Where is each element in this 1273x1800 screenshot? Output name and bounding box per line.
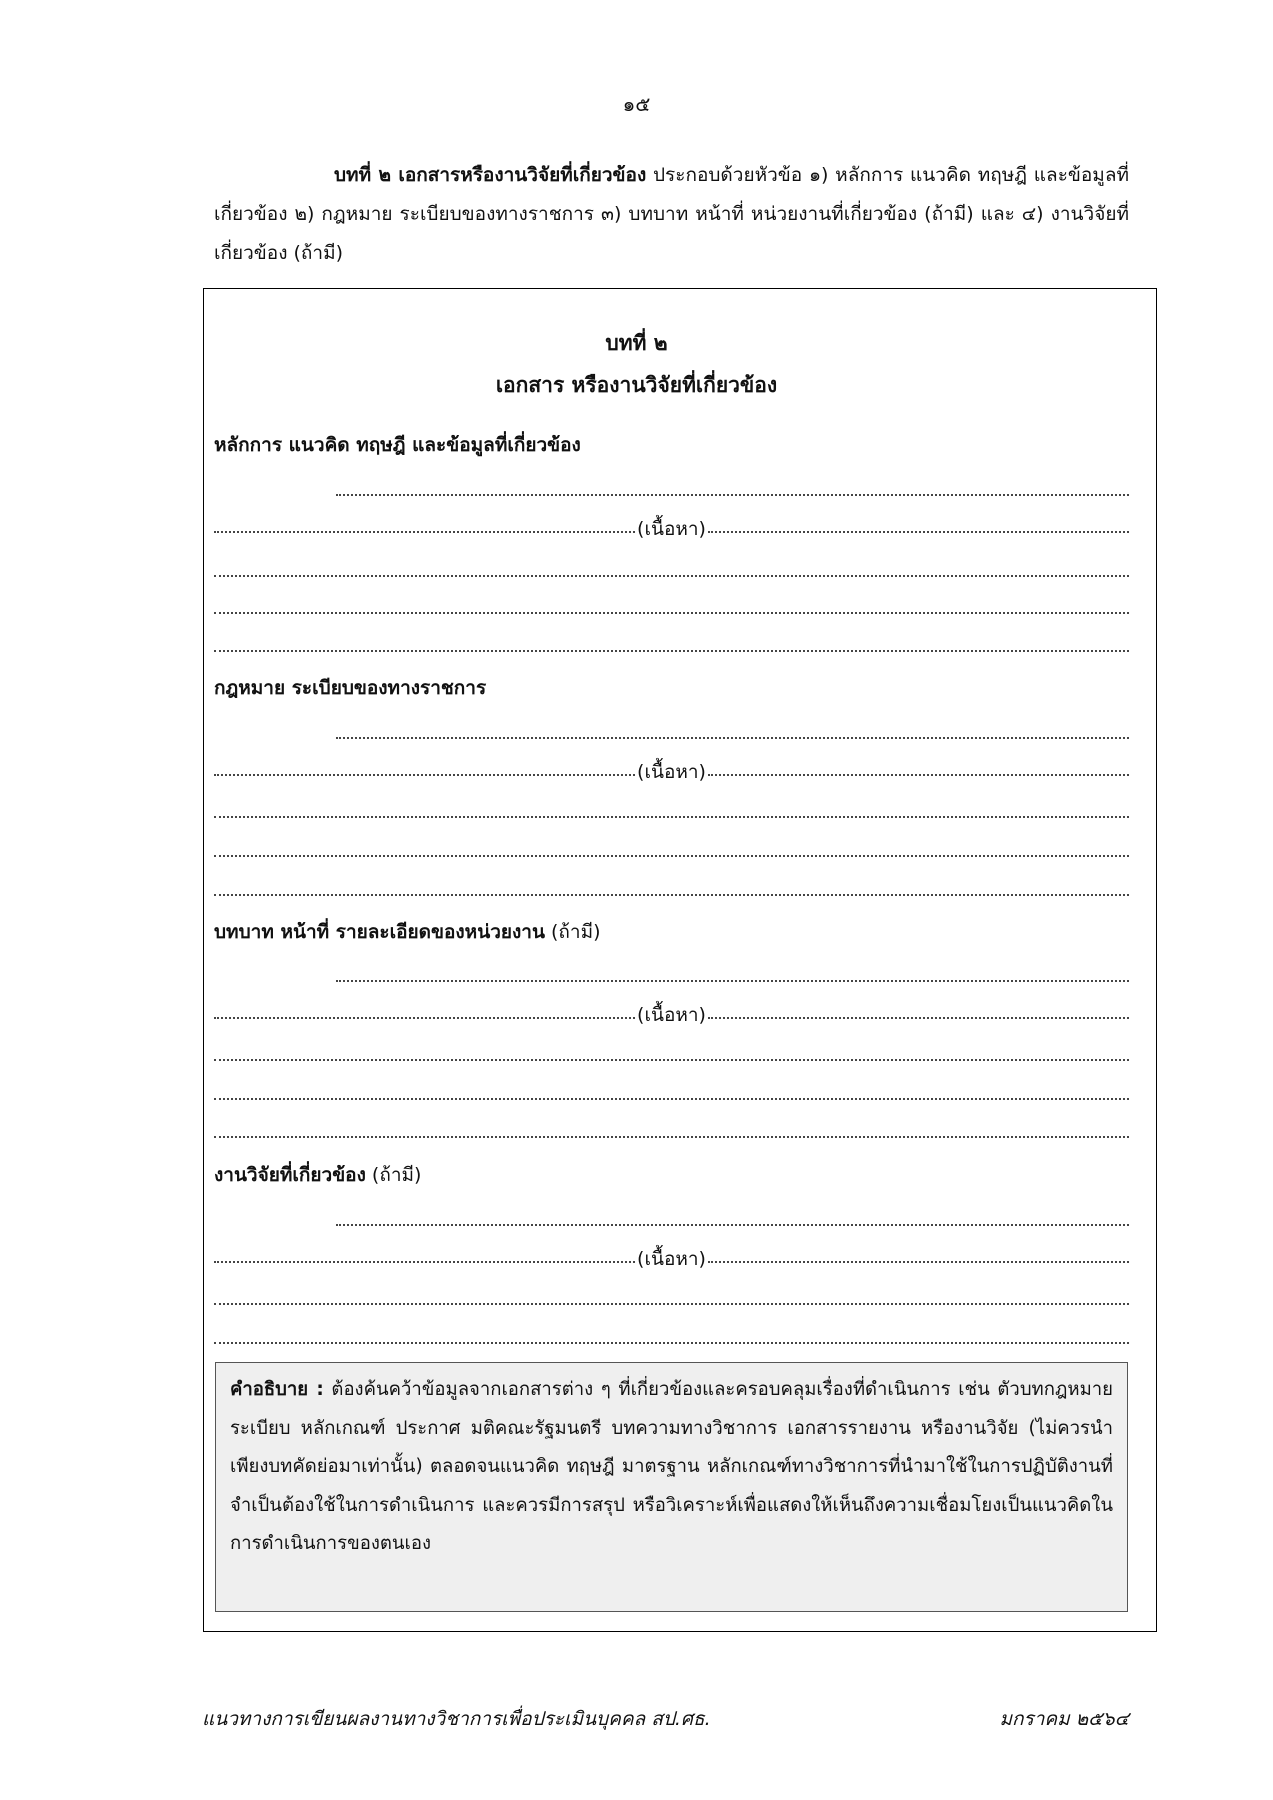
content-placeholder: (เนื้อหา) bbox=[637, 1004, 706, 1026]
dotted-line bbox=[214, 1074, 1129, 1100]
content-placeholder: (เนื้อหา) bbox=[637, 761, 706, 783]
instruction-label: คำอธิบาย : bbox=[230, 1379, 324, 1400]
intro-bold: บทที่ ๒ เอกสารหรืองานวิจัยที่เกี่ยวข้อง bbox=[334, 164, 647, 186]
footer-title: แนวทางการเขียนผลงานทางวิชาการเพื่อประเมินบุคคล สป.ศธ. bbox=[202, 1708, 711, 1730]
dotted-fill bbox=[708, 530, 1129, 533]
section-heading bbox=[214, 673, 486, 703]
section-heading bbox=[214, 1160, 421, 1190]
section-heading bbox=[214, 430, 581, 460]
section-heading-text: งานวิจัยที่เกี่ยวข้อง bbox=[214, 1164, 366, 1186]
content-placeholder: (เนื้อหา) bbox=[637, 518, 706, 540]
intro-text: ประกอบด้วยหัวข้อ ๑) หลักการ แนวคิด ทฤษฎี และข้อมูลที่เกี่ยวข้อง ๒) กฎหมาย ระเบียบของทางราชการ ๓) บทบาท หน้าที่ หน่วยงานที่เกี่ยวข้อง (ถ้ามี) และ ๔) งานวิจัยที่เกี่ยวข้อง (ถ้ามี) bbox=[214, 164, 1129, 264]
instruction-box bbox=[215, 1362, 1128, 1612]
dotted-line bbox=[214, 551, 1129, 577]
dotted-fill bbox=[214, 1016, 635, 1019]
dotted-line bbox=[214, 1279, 1129, 1305]
dotted-line bbox=[336, 956, 1129, 982]
dotted-line bbox=[214, 588, 1129, 614]
dotted-line bbox=[336, 470, 1129, 496]
page-number: ๑๕ bbox=[622, 92, 651, 116]
dotted-fill bbox=[708, 1016, 1129, 1019]
dotted-line bbox=[214, 1112, 1129, 1138]
instruction-text: ต้องค้นคว้าข้อมูลจากเอกสารต่าง ๆ ที่เกี่ยวข้องและครอบคลุมเรื่องที่ดำเนินการ เช่น ตัวบทกฎหมาย ระเบียบ หลักเกณฑ์ ประกาศ มติคณะรัฐมนตรี บทความทางวิชาการ เอกสารรายงาน หรืองานวิจัย (ไม่ควรนำเพียงบทคัดย่อมาเท่านั้น) ตลอดจนแนวคิด ทฤษฎี มาตรฐาน หลักเกณฑ์ทางวิชาการที่นำมาใช้ในการปฏิบัติงานที่จำเป็นต้องใช้ในการดำเนินการ และควรมีการสรุป หรือวิเคราะห์เพื่อแสดงให้เห็นถึงความเชื่อมโยงเป็นแนวคิดในการดำเนินการของตนเอง bbox=[230, 1379, 1113, 1554]
chapter-title: เอกสาร หรืองานวิจัยที่เกี่ยวข้อง bbox=[495, 373, 778, 397]
dotted-fill bbox=[708, 1260, 1129, 1263]
section-heading bbox=[214, 917, 601, 947]
dotted-line bbox=[214, 1318, 1129, 1344]
dotted-fill bbox=[214, 1260, 635, 1263]
content-placeholder-line bbox=[214, 509, 1129, 540]
dotted-line bbox=[214, 870, 1129, 896]
dotted-line bbox=[336, 713, 1129, 739]
intro-paragraph bbox=[214, 156, 1129, 273]
section-heading-note: (ถ้ามี) bbox=[544, 921, 601, 943]
content-placeholder-line bbox=[214, 1239, 1129, 1270]
dotted-line bbox=[214, 1035, 1129, 1061]
dotted-fill bbox=[708, 773, 1129, 776]
section-heading-text: กฎหมาย ระเบียบของทางราชการ bbox=[214, 677, 487, 699]
chapter-number: บทที่ ๒ bbox=[605, 331, 668, 355]
content-placeholder-line bbox=[214, 995, 1129, 1026]
dotted-line bbox=[214, 626, 1129, 652]
content-placeholder: (เนื้อหา) bbox=[637, 1248, 706, 1270]
dotted-fill bbox=[214, 530, 635, 533]
dotted-fill bbox=[214, 773, 635, 776]
section-heading-note: (ถ้ามี) bbox=[365, 1164, 422, 1186]
footer-date: มกราคม ๒๕๖๔ bbox=[999, 1708, 1129, 1730]
content-placeholder-line bbox=[214, 752, 1129, 783]
section-heading-text: หลักการ แนวคิด ทฤษฎี และข้อมูลที่เกี่ยวข้อง bbox=[214, 434, 581, 456]
dotted-line bbox=[214, 831, 1129, 857]
dotted-line bbox=[336, 1200, 1129, 1226]
section-heading-text: บทบาท หน้าที่ รายละเอียดของหน่วยงาน bbox=[214, 921, 545, 943]
dotted-line bbox=[214, 792, 1129, 818]
